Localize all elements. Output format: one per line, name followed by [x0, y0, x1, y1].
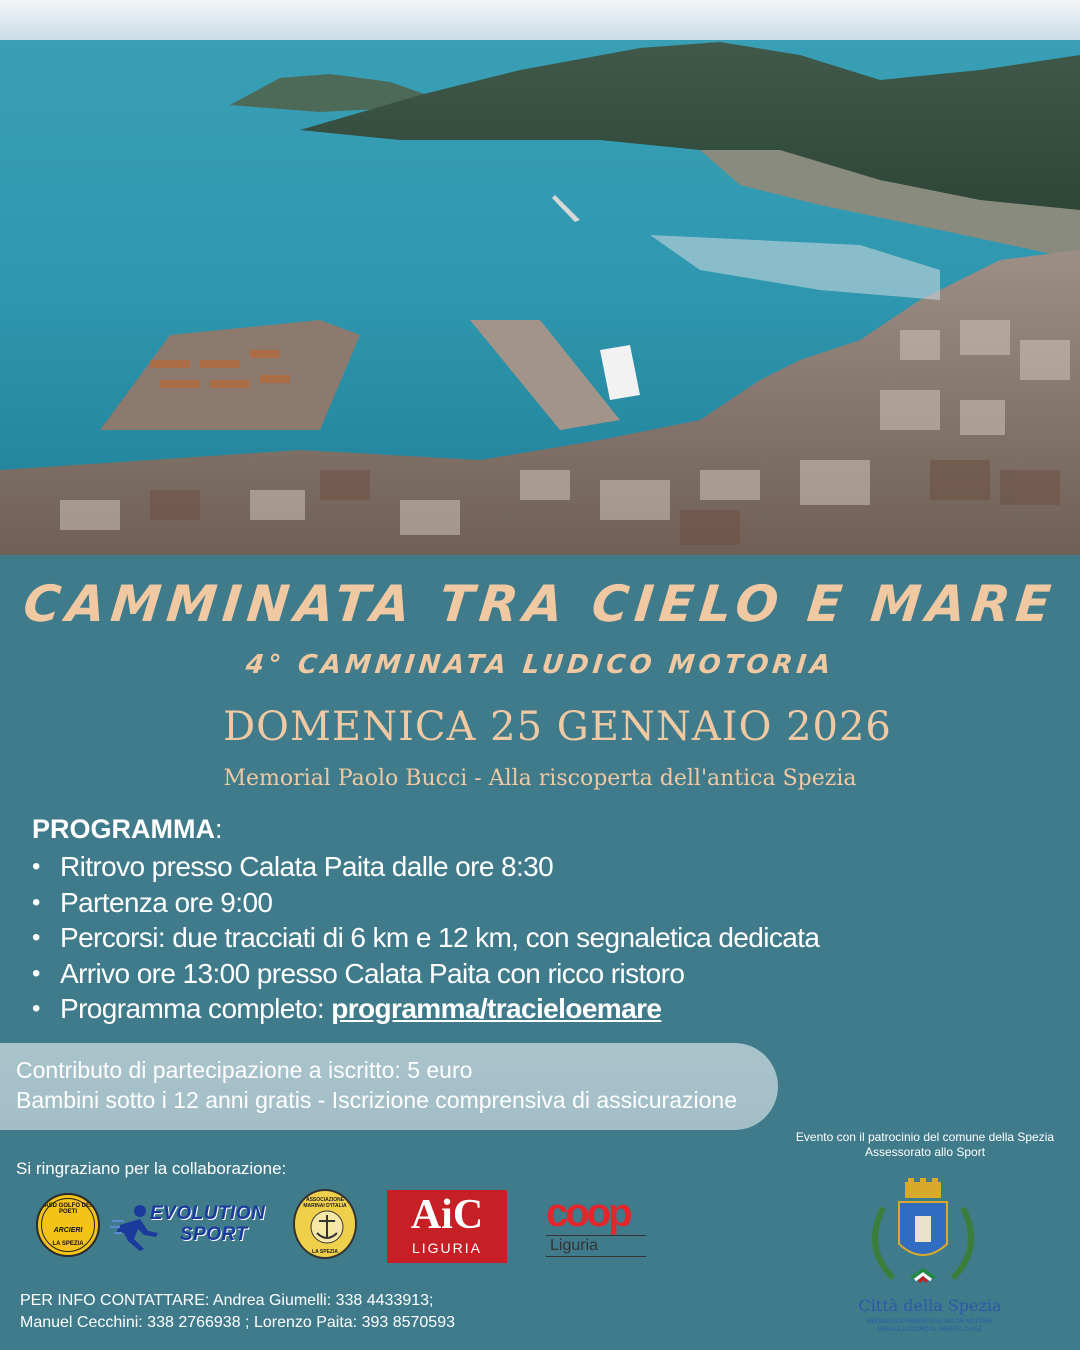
program-item: • Arrivo ore 13:00 presso Calata Paita con ricco ristoro — [32, 956, 1052, 992]
city-medals: MEDAGLIA D'ARGENTO AL VALOR MILITARE MEDAGLIA D'ORO AL MERITO CIVILE — [866, 1319, 994, 1333]
program-item: • Percorsi: due tracciati di 6 km e 12 km, con segnaletica dedicata — [32, 920, 1052, 956]
program-item-full: • Programma completo: programma/tracieloemare — [32, 991, 1052, 1027]
patronage-text: Evento con il patrocinio del comune della Spezia Assessorato allo Sport — [795, 1130, 1055, 1159]
program-heading: PROGRAMMA: — [32, 814, 223, 844]
event-title: CAMMINATA TRA CIELO E MARE — [20, 575, 1060, 633]
aic-liguria-logo: AiC LIGURIA — [387, 1190, 507, 1263]
harbour-illustration — [0, 0, 1080, 555]
city-crest-icon — [853, 1178, 993, 1288]
fee-line: Bambini sotto i 12 anni gratis - Iscrizione comprensiva di assicurazione — [16, 1087, 737, 1113]
program-item: • Ritrovo presso Calata Paita dalle ore 8:30 — [32, 849, 1052, 885]
anchor-crest-icon — [307, 1207, 347, 1247]
arcieri-logo: ASD GOLFO DEI POETI ARCIERI LA SPEZIA — [36, 1193, 100, 1257]
evolution-sport-logo: EVOLUTION SPORT — [110, 1203, 280, 1253]
fee-line: Contributo di partecipazione a iscritto: 5 euro — [16, 1057, 473, 1083]
thanks-text: Si ringraziano per la collaborazione: — [16, 1159, 287, 1178]
sponsor-logos — [0, 1185, 700, 1265]
memorial-text: Memorial Paolo Bucci - Alla riscoperta dell'antica Spezia — [223, 766, 857, 791]
program-section — [32, 814, 1052, 1027]
aerial-photo — [0, 0, 1080, 555]
program-item: • Partenza ore 9:00 — [32, 885, 1052, 921]
program-link[interactable]: programma/tracieloemare — [331, 993, 662, 1024]
event-date: DOMENICA 25 GENNAIO 2026 — [223, 704, 892, 750]
coop-liguria-logo: coop Liguria — [546, 1193, 646, 1263]
city-name: Città della Spezia — [858, 1296, 1002, 1315]
fee-box — [0, 1043, 778, 1130]
contact-line: PER INFO CONTATTARE: Andrea Giumelli: 338 4433913; — [20, 1292, 434, 1309]
contacts — [20, 1290, 455, 1334]
event-subtitle: 4° CAMMINATA LUDICO MOTORIA — [244, 650, 836, 680]
marinai-logo: ASSOCIAZIONE MARINAI D'ITALIA LA SPEZIA — [293, 1189, 357, 1259]
program-list — [32, 849, 1052, 1027]
contact-line: Manuel Cecchini: 338 2766938 ; Lorenzo Paita: 393 8570593 — [20, 1314, 455, 1331]
